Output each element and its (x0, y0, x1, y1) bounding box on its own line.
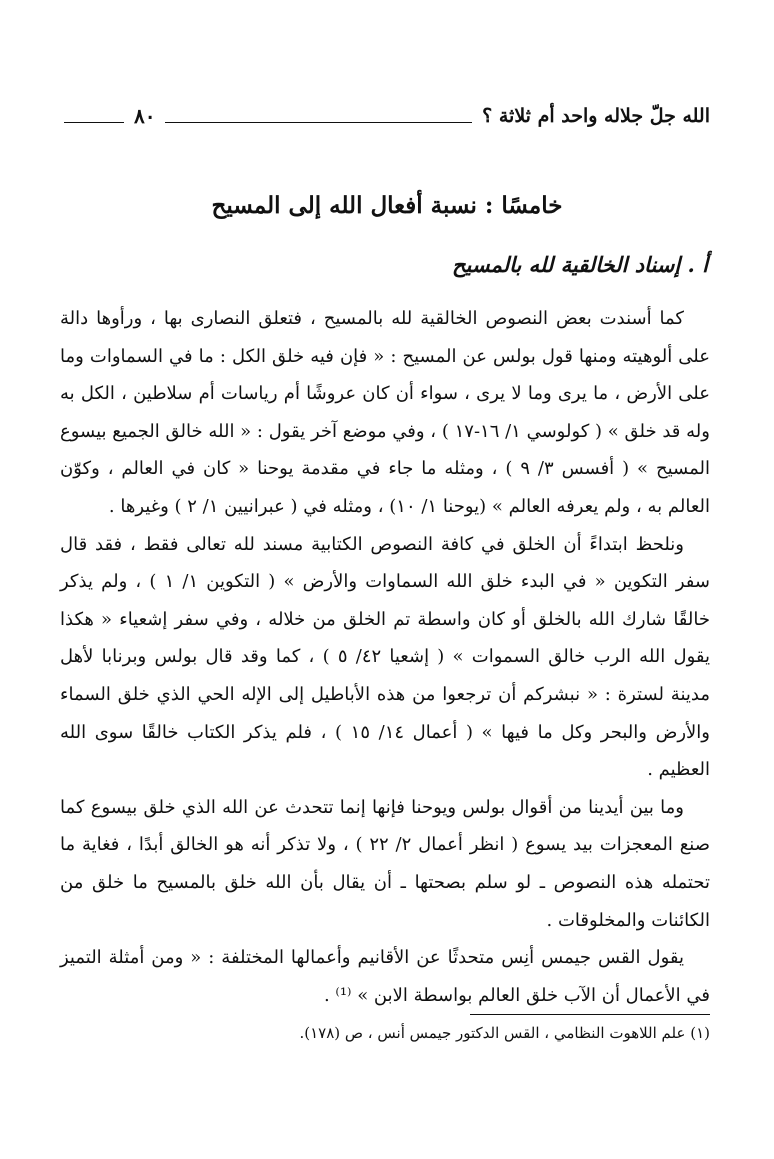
running-header-title: الله جلّ جلاله واحد أم ثلاثة ؟ (482, 105, 710, 127)
paragraph-2: ونلحظ ابتداءً أن الخلق في كافة النصوص الكتابية مسند لله تعالى فقط ، فقد قال سفر التكوين « في البدء خلق الله السماوات والأرض » ( التكوين ١/ ١ ) ، ولم يذكر خالقًا شارك الله بالخلق أو كان واسطة تم الخلق من خلاله ، وفي سفر إشعياء « هكذا يقول الله الرب خالق السموات » ( إشعيا ٤٢/ ٥ ) ، كما وقد قال بولس وبرنابا لأهل مدينة لسترة : « نبشركم أن ترجعوا من هذه الأباطيل إلى الإله الحي الذي خلق السماء والأرض والبحر وكل ما فيها » ( أعمال ١٤/ ١٥ ) ، فلم يذكر الكتاب خالقًا سوى الله العظيم . (60, 533, 710, 781)
section-heading: خامسًا : نسبة أفعال الله إلى المسيح (211, 192, 563, 219)
header-rule (165, 122, 472, 123)
footnote: (١) علم اللاهوت النظامي ، القس الدكتور جيمس أنس ، ص (١٧٨). (299, 1024, 710, 1042)
page-number: ٨٠ (134, 104, 156, 128)
header-rule-short (64, 122, 124, 123)
paragraph-3: وما بين أيدينا من أقوال بولس ويوحنا فإنها إنما تتحدث عن الله الذي خلق بيسوع كما صنع المعجزات بيد يسوع ( انظر أعمال ٢/ ٢٢ ) ، ولا تذكر أنه هو الخالق أبدًا ، فغاية ما تحتمله هذه النصوص ـ لو سلم بصحتها ـ أن يقال بأن الله خلق بالمسيح ما خلق من الكائنات والمخلوقات . (60, 796, 710, 931)
paragraph-4: يقول القس جيمس أنِس متحدثًا عن الأقانيم وأعمالها المختلفة : « ومن أمثلة التميز في الأعمال أن الآب خلق العالم بواسطة الابن » ⁽¹⁾ . (60, 947, 710, 1006)
body-text (60, 300, 710, 1014)
sub-heading: أ . إسناد الخالقية لله بالمسيح (451, 252, 708, 277)
footnote-rule (470, 1014, 710, 1015)
paragraph-1: كما أسندت بعض النصوص الخالقية لله بالمسيح ، فتعلق النصارى بها ، ورأوها دالة على ألوهيته ومنها قول بولس عن المسيح : « فإن فيه خلق الكل : ما في السماوات وما على الأرض ، ما يرى وما لا يرى ، سواء أن كان عروشًا أم رياسات أم سلاطين ، الكل به وله قد خلق » ( كولوسي ١/ ١٦-١٧ ) ، وفي موضع آخر يقول : « الله خالق الجميع بيسوع المسيح » ( أفسس ٣/ ٩ ) ، ومثله ما جاء في مقدمة يوحنا « كان في العالم ، وكوّن العالم به ، ولم يعرفه العالم » (يوحنا ١/ ١٠) ، ومثله في ( عبرانيين ١/ ٢ ) وغيرها . (60, 308, 710, 517)
running-header (64, 96, 710, 136)
